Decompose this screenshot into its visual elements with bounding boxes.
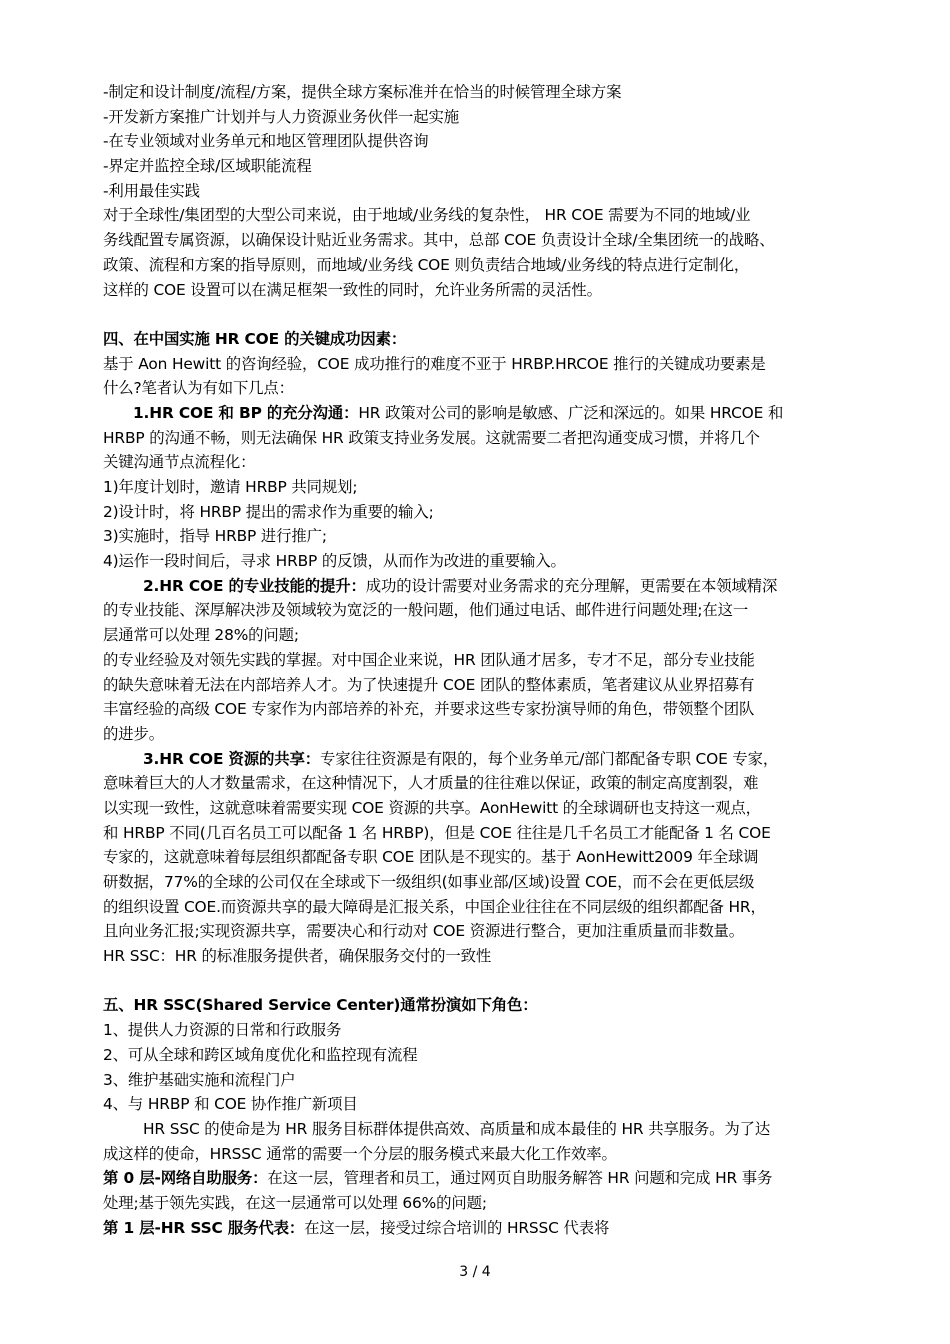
text-line: 以实现一致性，这就意味着需要实现 COE 资源的共享。AonHewitt 的全球调研也支持这一观点， (103, 798, 761, 817)
point-line (103, 747, 863, 772)
text-line: 政策、流程和方案的指导原则，而地域/业务线 COE 则负责结合地域/业务线的特点进行定制化， (103, 255, 750, 274)
text-line: 层通常可以处理 28%的问题; (103, 626, 299, 645)
point-heading: 1.HR COE 和 BP 的充分沟通： (133, 403, 359, 422)
text-line: 的缺失意味着无法在内部培养人才。为了快速提升 COE 团队的整体素质，笔者建议从业界招募有 (103, 675, 755, 694)
text-line: 意味着巨大的人才数量需求，在这种情况下，人才质量的往往难以保证，政策的制定高度割裂，难 (103, 774, 759, 793)
text-line: -开发新方案推广计划并与人力资源业务伙伴一起实施 (103, 107, 459, 126)
text-line: -利用最佳实践 (103, 181, 200, 200)
text-line: -在专业领域对业务单元和地区管理团队提供咨询 (103, 132, 429, 151)
blank-line (103, 969, 863, 994)
text-line: 务线配置专属资源，以确保设计贴近业务需求。其中，总部 COE 负责设计全球/全集团统一的战略、 (103, 231, 775, 250)
text-line: 专家的，这就意味着每层组织都配备专职 COE 团队是不现实的。基于 AonHewitt2009 年全球调 (103, 848, 759, 867)
text-line: 基于 Aon Hewitt 的咨询经验，COE 成功推行的难度不亚于 HRBP.HRCOE 推行的关键成功要素是 (103, 354, 766, 373)
point-heading: 3.HR COE 资源的共享： (143, 749, 320, 768)
text-line: -界定并监控全球/区域职能流程 (103, 157, 312, 176)
tier-heading: 第 1 层-HR SSC 服务代表： (103, 1218, 305, 1237)
tier-text: 在这一层，接受过综合培训的 HRSSC 代表将 (304, 1218, 610, 1237)
document-body (103, 80, 863, 1240)
text-line: 的专业经验及对领先实践的掌握。对中国企业来说，HR 团队通才居多，专才不足，部分专业技能 (103, 650, 755, 669)
section-heading: 五、HR SSC(Shared Service Center)通常扮演如下角色： (103, 996, 538, 1015)
text-line: 的专业技能、深厚解决涉及领域较为宽泛的一般问题，他们通过电话、邮件进行问题处理;在这一 (103, 601, 749, 620)
point-heading: 2.HR COE 的专业技能的提升： (143, 576, 366, 595)
point-line (103, 574, 863, 599)
list-item: 2、可从全球和跨区域角度优化和监控现有流程 (103, 1045, 418, 1064)
section-heading: 四、在中国实施 HR COE 的关键成功因素： (103, 329, 407, 348)
text-line: -制定和设计制度/流程/方案，提供全球方案标准并在恰当的时候管理全球方案 (103, 83, 622, 101)
text-line: 成这样的使命，HRSSC 通常的需要一个分层的服务模式来最大化工作效率。 (103, 1144, 617, 1163)
page-number: 3 / 4 (459, 1264, 491, 1280)
text-line: HR SSC：HR 的标准服务提供者，确保服务交付的一致性 (103, 947, 492, 966)
list-item: 4、与 HRBP 和 COE 协作推广新项目 (103, 1095, 358, 1114)
text-line: 的组织设置 COE.而资源共享的最大障碍是汇报关系，中国企业往往在不同层级的组织都配备 HR， (103, 897, 766, 916)
text-line: 这样的 COE 设置可以在满足框架一致性的同时，允许业务所需的灵活性。 (103, 280, 602, 299)
tier-heading: 第 0 层-网络自助服务： (103, 1169, 268, 1188)
text-line: 丰富经验的高级 COE 专家作为内部培养的补充，并要求这些专家扮演导师的角色，带领整个团队 (103, 700, 755, 719)
list-item: 3、维护基础实施和流程门户 (103, 1070, 296, 1089)
list-item: 4)运作一段时间后，寻求 HRBP 的反馈，从而作为改进的重要输入。 (103, 552, 566, 571)
point-text: 成功的设计需要对业务需求的充分理解，更需要在本领域精深 (365, 576, 778, 595)
list-item: 1、提供人力资源的日常和行政服务 (103, 1021, 342, 1040)
list-item: 3)实施时，指导 HRBP 进行推广; (103, 527, 327, 546)
tier-line (103, 1216, 863, 1241)
tier-text: 在这一层，管理者和员工，通过网页自助服务解答 HR 问题和完成 HR 事务 (267, 1169, 773, 1188)
text-line: HR SSC 的使命是为 HR 服务目标群体提供高效、高质量和成本最佳的 HR 共享服务。为了达 (143, 1119, 771, 1138)
text-line: 对于全球性/集团型的大型公司来说，由于地域/业务线的复杂性， HR COE 需要为不同的地域/业 (103, 206, 751, 225)
text-line: 和 HRBP 不同(几百名员工可以配备 1 名 HRBP)，但是 COE 往往是几千名员工才能配备 1 名 COE (103, 823, 771, 842)
list-item: 2)设计时，将 HRBP 提出的需求作为重要的输入; (103, 502, 434, 521)
point-text: HR 政策对公司的影响是敏感、广泛和深远的。如果 HRCOE 和 (358, 403, 784, 422)
text-line: 的进步。 (103, 724, 164, 743)
point-text: 专家往往资源是有限的，每个业务单元/部门都配备专职 COE 专家， (320, 749, 779, 768)
text-line: 处理;基于领先实践，在这一层通常可以处理 66%的问题; (103, 1193, 487, 1212)
text-line: 研数据，77%的全球的公司仅在全球或下一级组织(如事业部/区域)设置 COE，而不会在更低层级 (103, 873, 755, 891)
text-line: HRBP 的沟通不畅，则无法确保 HR 政策支持业务发展。这就需要二者把沟通变成习惯，并将几个 (103, 428, 760, 447)
text-line: 关键沟通节点流程化： (103, 453, 256, 472)
text-line: 且向业务汇报;实现资源共享，需要决心和行动对 COE 资源进行整合，更加注重质量而非数量。 (103, 922, 745, 941)
blank-line (103, 302, 863, 327)
point-line (103, 401, 863, 426)
text-line: 什么?笔者认为有如下几点： (103, 379, 294, 398)
tier-line (103, 1166, 863, 1191)
list-item: 1)年度计划时，邀请 HRBP 共同规划; (103, 478, 358, 496)
